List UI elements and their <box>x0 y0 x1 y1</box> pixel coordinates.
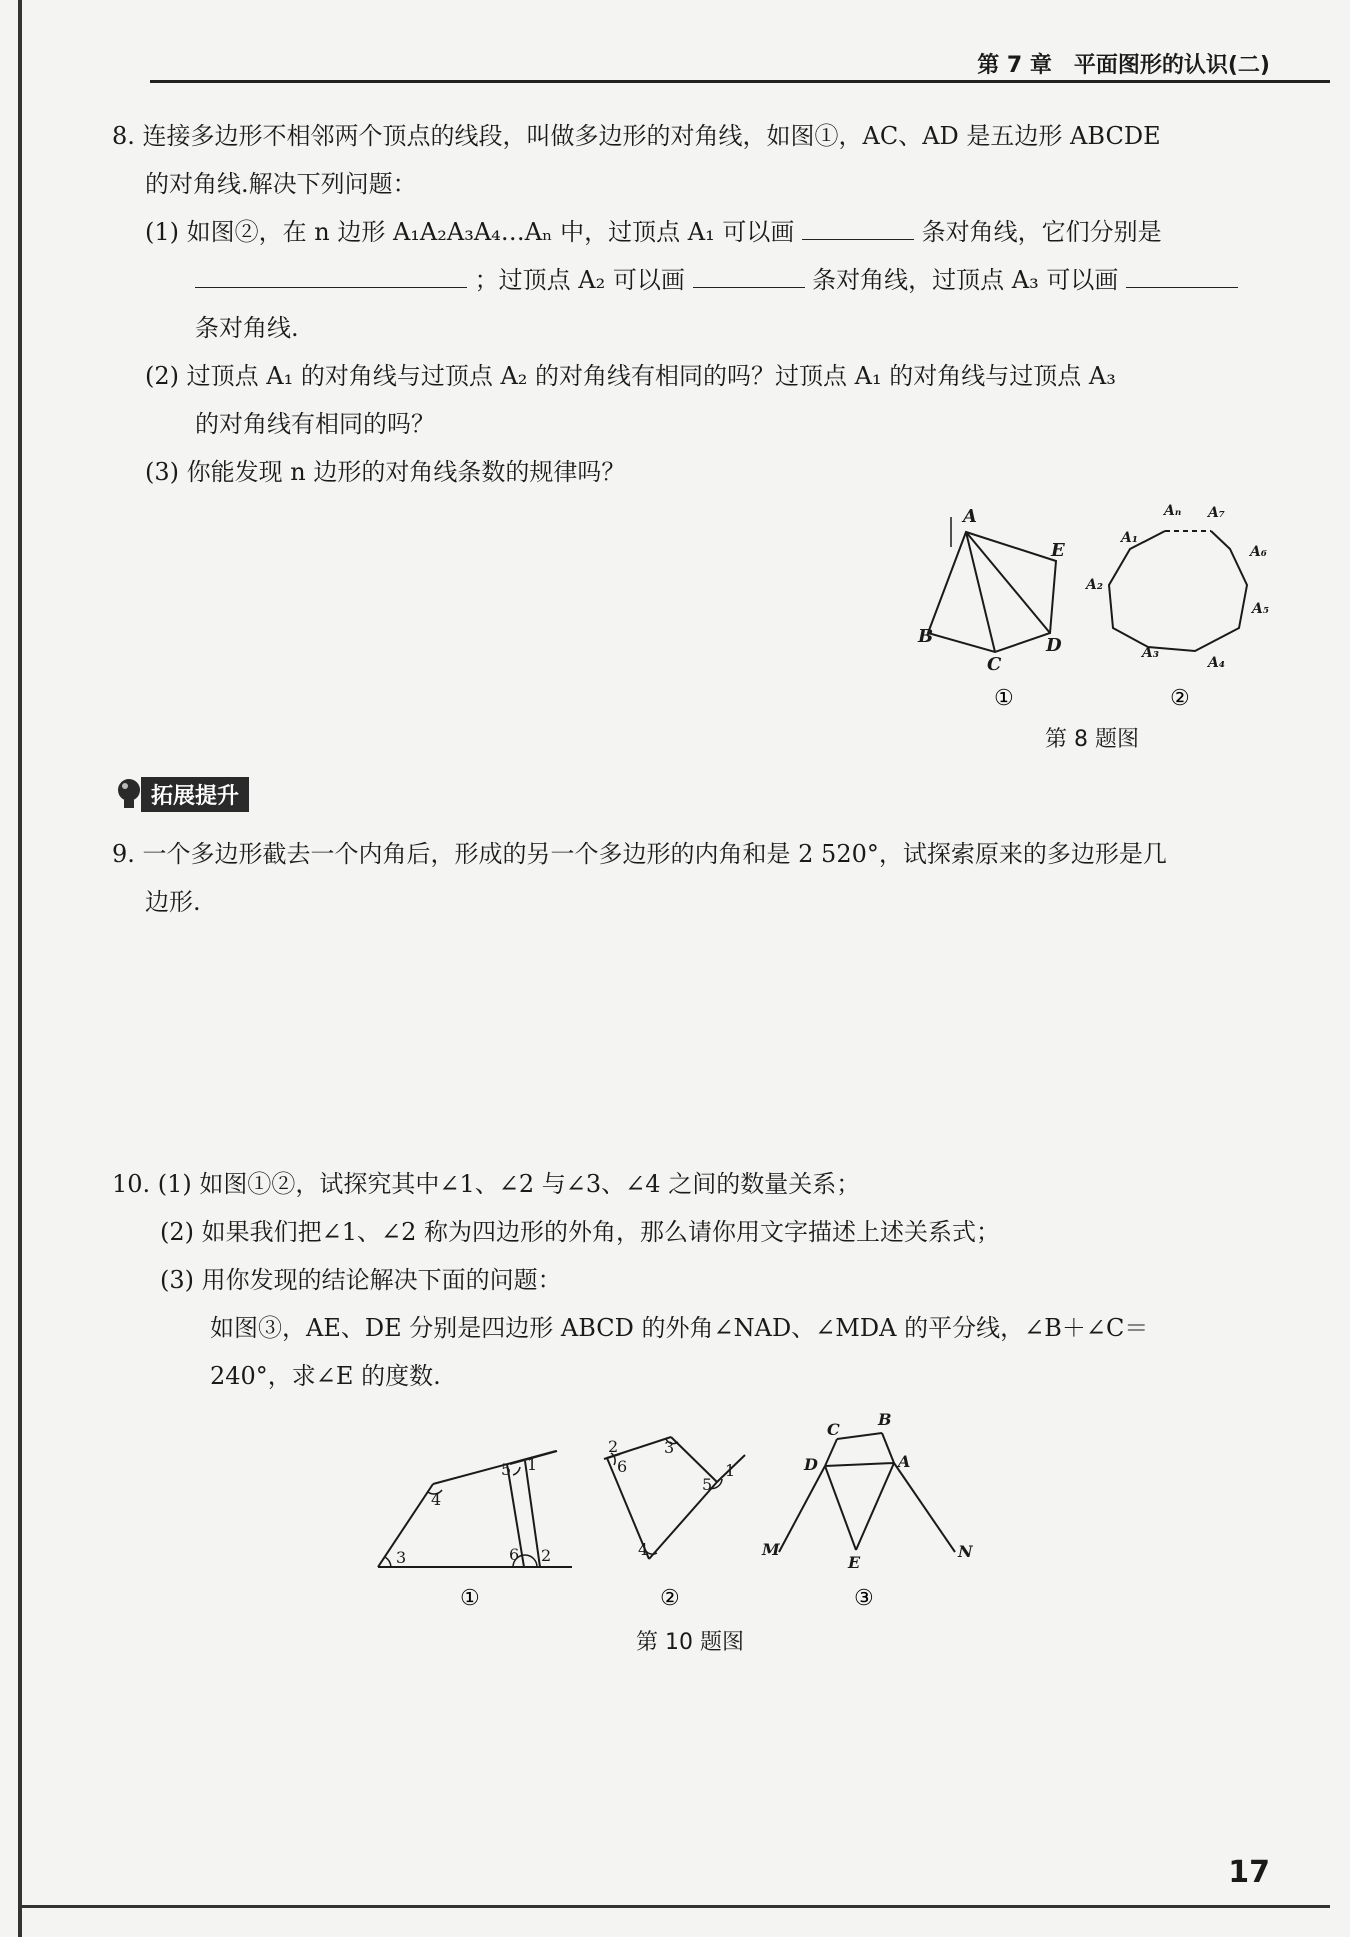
fig10-label-N: N <box>958 1542 973 1561</box>
fig8-label-A3: A₃ <box>1142 645 1159 661</box>
q10-f1-angle-3: 3 <box>396 1548 407 1567</box>
header-rule <box>150 80 1330 83</box>
fig8-sub-label-1: ① <box>994 686 1014 711</box>
q8-p1-text-d: 条对角线，过顶点 A₃ 可以画 <box>812 266 1119 294</box>
fig8-sub-label-2: ② <box>1170 686 1190 711</box>
binding-edge <box>18 0 22 1937</box>
chapter-title: 第 7 章 平面图形的认识(二) <box>977 53 1270 78</box>
q8-blank-a3-count[interactable] <box>1126 259 1238 288</box>
section-tag <box>115 776 249 812</box>
fig8-label-B: B <box>918 626 934 647</box>
q10-part3: (3) 用你发现的结论解决下面的问题： <box>160 1266 562 1294</box>
fig10-label-E: E <box>848 1553 861 1572</box>
fig8-label-A4: A₄ <box>1208 655 1225 671</box>
q10-f2-angle-5: 5 <box>702 1475 713 1494</box>
q8-figure1-pentagon <box>928 517 1056 652</box>
q9-line1: 9. 一个多边形截去一个内角后，形成的另一个多边形的内角和是 2 520°，试探索原来的多边形是几 <box>112 840 1167 868</box>
q8-part2-line2: 的对角线有相同的吗？ <box>195 410 435 438</box>
q8-p1-text-c: ；过顶点 A₂ 可以画 <box>474 266 685 294</box>
q8-p1-text-e: 条对角线. <box>195 314 299 342</box>
q10-f1-angle-5: 5 <box>501 1460 512 1479</box>
q10-figure-caption: 第 10 题图 <box>636 1630 744 1655</box>
q8-blank-a2-count[interactable] <box>693 259 805 288</box>
fig8-label-D: D <box>1046 635 1062 656</box>
fig8-label-A7: A₇ <box>1208 505 1225 521</box>
q10-figure2 <box>604 1437 745 1559</box>
q10-f1-angle-6: 6 <box>509 1545 520 1564</box>
q10-f2-angle-1: 1 <box>725 1461 736 1480</box>
fig10-label-D: D <box>804 1455 818 1474</box>
fig8-label-A2: A₂ <box>1086 577 1103 593</box>
fig10-label-B: B <box>878 1410 892 1429</box>
fig8-label-C: C <box>987 654 1002 675</box>
q8-figure2-ngon <box>1109 531 1247 651</box>
q8-p1-text-a: (1) 如图②，在 n 边形 A₁A₂A₃A₄…Aₙ 中，过顶点 A₁ 可以画 <box>145 218 795 246</box>
q8-intro-line1: 8. 连接多边形不相邻两个顶点的线段，叫做多边形的对角线，如图①，AC、AD 是五边形 ABCDE <box>112 122 1161 150</box>
q8-figures <box>900 495 1280 715</box>
fig8-label-E: E <box>1051 540 1065 561</box>
q8-p1-text-b: 条对角线，它们分别是 <box>921 218 1162 246</box>
q10-sub-label-3: ③ <box>854 1586 874 1611</box>
q10-f2-angle-6: 6 <box>617 1457 628 1476</box>
q8-part3: (3) 你能发现 n 边形的对角线条数的规律吗？ <box>145 458 626 486</box>
fig8-label-A1: A₁ <box>1121 530 1138 546</box>
q8-part2-line1: (2) 过顶点 A₁ 的对角线与过顶点 A₂ 的对角线有相同的吗？过顶点 A₁ 的对角线与过顶点 A₃ <box>145 362 1116 390</box>
q9-line2: 边形. <box>145 888 201 916</box>
q10-part3-line2: 如图③，AE、DE 分别是四边形 ABCD 的外角∠NAD、∠MDA 的平分线，∠B＋∠C＝ <box>210 1314 1149 1342</box>
fig8-label-A6: A₆ <box>1250 544 1267 560</box>
fig10-label-C: C <box>827 1420 840 1439</box>
q8-part1-line1 <box>145 208 1162 256</box>
q10-f2-angle-2: 2 <box>608 1437 619 1456</box>
q10-part3-line3: 240°，求∠E 的度数. <box>210 1362 441 1390</box>
q8-intro-line2: 的对角线.解决下列问题： <box>145 170 417 198</box>
q8-blank-a1-diagonals[interactable] <box>195 259 467 288</box>
fig8-label-An: Aₙ <box>1164 503 1182 519</box>
q10-figure3 <box>779 1433 955 1552</box>
q8-blank-a1-count[interactable] <box>802 211 914 240</box>
q10-f1-angle-2: 2 <box>541 1546 552 1565</box>
q10-part2: (2) 如果我们把∠1、∠2 称为四边形的外角，那么请你用文字描述上述关系式； <box>160 1218 1001 1246</box>
page-number: 17 <box>1228 1855 1270 1890</box>
q10-f1-angle-1: 1 <box>527 1455 538 1474</box>
q10-f1-angle-4: 4 <box>431 1490 442 1509</box>
q10-part1: 10. (1) 如图①②，试探究其中∠1、∠2 与∠3、∠4 之间的数量关系； <box>112 1170 861 1198</box>
fig10-label-A: A <box>898 1452 911 1471</box>
q10-sub-label-1: ① <box>460 1586 480 1611</box>
fig10-label-M: M <box>762 1540 780 1559</box>
q8-figure-caption: 第 8 题图 <box>1045 727 1139 752</box>
q10-f2-angle-3: 3 <box>664 1438 675 1457</box>
fig8-label-A: A <box>963 506 977 527</box>
q10-f2-angle-4: 4 <box>638 1540 649 1559</box>
q8-part1-line2 <box>195 256 1238 304</box>
q10-figures <box>370 1395 1030 1620</box>
section-label: 拓展提升 <box>141 777 249 812</box>
footer-rule <box>18 1905 1330 1908</box>
fig8-label-A5: A₅ <box>1252 601 1269 617</box>
q10-sub-label-2: ② <box>660 1586 680 1611</box>
